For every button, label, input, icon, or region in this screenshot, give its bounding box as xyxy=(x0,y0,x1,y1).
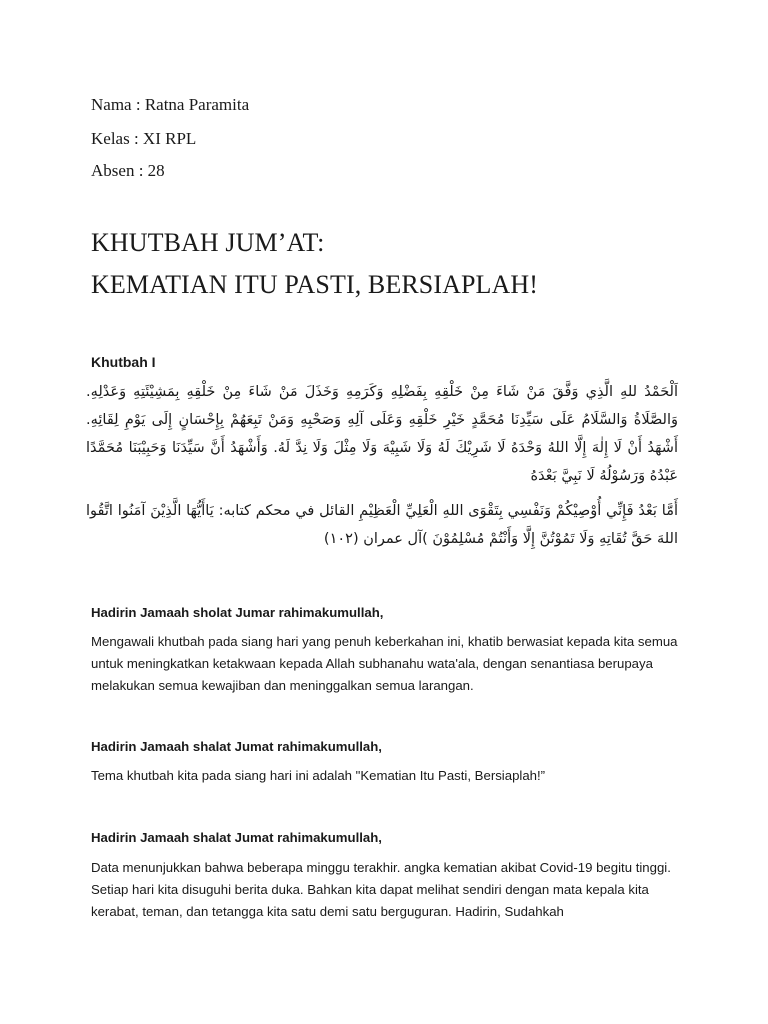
student-class: Kelas : XI RPL xyxy=(91,129,197,148)
greeting-heading-2: Hadirin Jamaah shalat Jumat rahimakumullah, xyxy=(91,739,382,754)
student-number: Absen : 28 xyxy=(91,161,165,180)
arabic-wasiat-text: أَمَّا بَعْدُ فَإِنِّي أُوْصِيْكُمْ وَنَفْسِي بِتَقْوَى اللهِ الْعَلِيِّ الْعَظِيْمِ القائل في محكم كتابه: يَاأَيُّهَا الَّذِيْنَ آمَنُوا اتَّقُوا اللهَ حَقَّ تُقَاتِهِ وَلَا تَمُوْتُنَّ إِلَّا وَأَنْتُمْ مُسْلِمُوْنَ )آل عمران (١٠٢) xyxy=(86,503,678,547)
greeting-heading-3: Hadirin Jamaah shalat Jumat rahimakumullah, xyxy=(91,830,382,845)
arabic-opening-text: اَلْحَمْدُ للهِ الَّذِي وَفَّقَ مَنْ شَاءَ مِنْ خَلْقِهِ بِفَضْلِهِ وَكَرَمِهِ وَخَذَلَ مَنْ شَاءَ مِنْ خَلْقِهِ بِمَشِيْئَتِهِ وَعَدْلِهِ. وَالصَّلَاةُ وَالسَّلَامُ عَلَى سَيِّدِنَا مُحَمَّدٍ خَيْرِ خَلْقِهِ وَعَلَى آلِهِ وَصَحْبِهِ وَمَنْ تَبِعَهُمْ بِإِحْسَانٍ إِلَى يَوْمِ لِقَائِهِ. أَشْهَدُ أَنْ لَا إِلٰهَ إِلَّا اللهُ وَحْدَهُ لَا شَرِيْكَ لَهُ وَلَا شَبِيْهَ وَلَا مِثْلَ وَلَا نِدَّ لَهُ. وَأَشْهَدُ أَنَّ سَيِّدَنَا وَحَبِيْبَنَا مُحَمَّدًا عَبْدُهُ وَرَسُوْلُهُ لَا نَبِيَّ بَعْدَهُ xyxy=(86,384,678,484)
student-name: Nama : Ratna Paramita xyxy=(91,95,250,114)
section-heading: Khutbah I xyxy=(91,354,156,370)
greeting-heading-1: Hadirin Jamaah sholat Jumar rahimakumullah, xyxy=(91,605,384,620)
paragraph-3: Data menunjukkan bahwa beberapa minggu terakhir. angka kematian akibat Covid-19 begitu tinggi. Setiap hari kita disuguhi berita duka. Bahkan kita dapat melihat sendiri dengan mata kepala kita kerabat, teman, dan tetangga kita satu demi satu berguguran. Hadirin, Sudahkah xyxy=(91,860,671,919)
title-line-1: KHUTBAH JUM’AT: xyxy=(91,228,325,257)
title-line-2: KEMATIAN ITU PASTI, BERSIAPLAH! xyxy=(91,270,539,299)
paragraph-2: Tema khutbah kita pada siang hari ini adalah "Kematian Itu Pasti, Bersiaplah!” xyxy=(91,768,546,783)
paragraph-1: Mengawali khutbah pada siang hari yang penuh keberkahan ini, khatib berwasiat kepada kita semua untuk meningkatkan ketakwaan kepada Allah subhanahu wata'ala, dengan senantiasa berupaya melakukan semua kewajiban dan meninggalkan semua larangan. xyxy=(91,634,678,693)
